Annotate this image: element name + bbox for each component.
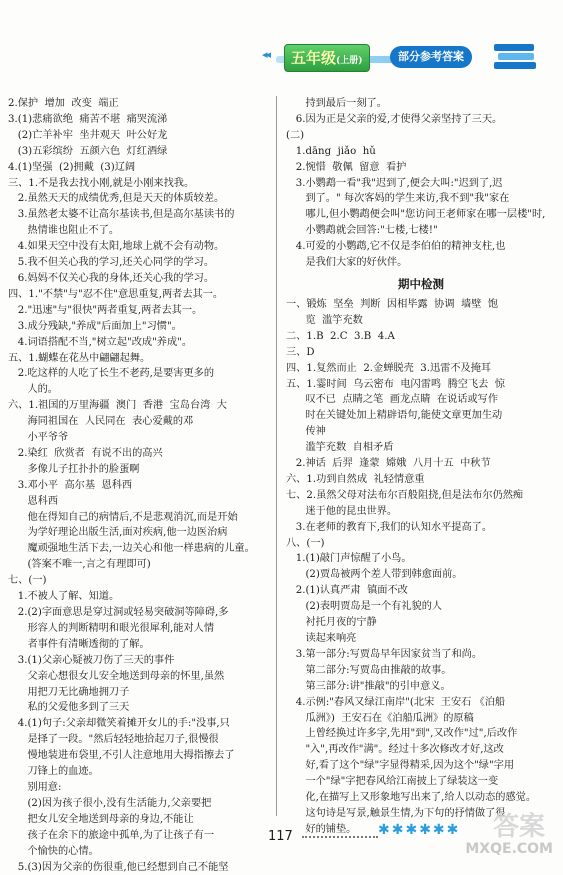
answer-line: 五、1.霎时间 乌云密布 电闪雷鸣 腾空飞去 惊	[286, 377, 556, 393]
answer-line: 4.如果天空中没有太阳,地球上就不会有动物。	[8, 239, 270, 255]
answer-line: 5.我不但关心我的学习,还关心同学的学习。	[8, 255, 270, 271]
answer-line: 3.在老师的教育下,我们的认知水平提高了。	[286, 520, 556, 536]
left-column	[8, 96, 270, 875]
answer-section-title: 部分参考答案	[390, 46, 472, 68]
answer-line: 第三部分:讲"推敲"的引申意义。	[286, 679, 556, 695]
answer-line: 化,在描写上又形象地写出来了,给人以动态的感觉。	[286, 790, 556, 806]
answer-line: 别用意:	[8, 780, 270, 796]
answer-line: 传神	[286, 424, 556, 440]
answer-line: 3.邓小平 高尔基 恩科西	[8, 478, 270, 494]
answer-line: 2.吃这样的人吃了长生不老药,是要害更多的	[8, 366, 270, 382]
answer-line: 多像儿子扛扑扑的脸蛋啊	[8, 462, 270, 478]
answer-line: 4.(1)坚强 (2)拥戴 (3)辽阔	[8, 160, 270, 176]
answer-line: 刀锋上的血迹。	[8, 764, 270, 780]
watermark-text: MXQE.COM	[465, 841, 553, 857]
answer-line: 七、2.虽然父母对法布尔百般阻挠,但是法布尔仍然痴	[286, 488, 556, 504]
dotted-rule	[302, 836, 378, 838]
watermark-logo-icon: 答案	[493, 806, 545, 843]
answer-line: 个愉快的心情。	[8, 844, 270, 860]
answer-line: 好的铺垫。	[286, 822, 556, 838]
answer-line: 3.成分残缺,"养成"后面加上"习惯"。	[8, 319, 270, 335]
answer-line: 用把刀无比确地拥刀子	[8, 685, 270, 701]
answer-line: 2.虽然天天的成绩优秀,但是天天的体质较差。	[8, 191, 270, 207]
answer-line: 2.惋惜 敬佩 留意 看护	[286, 160, 556, 176]
answer-line: 五、1.蝴蝶在花丛中翩翩起舞。	[8, 351, 270, 367]
answer-line: 3.虽然老太婆不让高尔基读书,但是高尔基读书的	[8, 207, 270, 223]
answer-line: 2.保护 增加 改变 端正	[8, 96, 270, 112]
answer-line: 6.因为正是父亲的爱,才使得父亲坚持了三天。	[286, 112, 556, 128]
answer-line: 1.(1)敲门声惊醒了小鸟。	[286, 551, 556, 567]
answer-line: 4.(1)句子:父亲却微笑着摊开女儿的手:"没事,只	[8, 716, 270, 732]
midterm-section-title: 期中检测	[286, 271, 556, 297]
answer-line: (2)表明贾岛是一个有礼貌的人	[286, 599, 556, 615]
page-header	[262, 42, 563, 82]
answer-line: 2.染红 欣赏者 有说不出的高兴	[8, 446, 270, 462]
answer-line: 为学好理论出版生活,面对疾病,他一边医治病	[8, 525, 270, 541]
answer-line: 好,看了这个"绿"字显得精采,因为这个"绿"字用	[286, 758, 556, 774]
answer-line: 是我们大家的好伙伴。	[286, 255, 556, 271]
answer-line: 是择了一段。"然后轻轻地拾起刀子,很慢很	[8, 732, 270, 748]
answer-line: 读起来响亮	[286, 631, 556, 647]
answer-line: 迷于他的昆虫世界。	[286, 504, 556, 520]
answer-line: 他在得知自己的病情后,不是悲观消沉,而是开始	[8, 510, 270, 526]
answer-line: 二、1.B 2.C 3.B 4.A	[286, 329, 556, 345]
answer-line: 2.(1)认真严肃 镇面不改	[286, 583, 556, 599]
answer-line: 把女儿安全地送到母亲的身边,不能让	[8, 812, 270, 828]
answer-line: 恩科西	[8, 494, 270, 510]
answer-line: (二)	[286, 128, 556, 144]
answer-line: 第二部分:写贾岛由推敲的故事。	[286, 663, 556, 679]
double-arrow-icon: ◂◂	[262, 48, 269, 61]
answer-line: 这句诗是写景,触景生情,为下句的抒情做了很	[286, 806, 556, 822]
answer-line: 6.妈妈不仅关心我的身体,还关心我的学习。	[8, 271, 270, 287]
answer-line: 小鹦鹉就会回答:"七楼,七楼!"	[286, 223, 556, 239]
answer-line: 4.词语搭配不当,"树立起"改成"养成"。	[8, 335, 270, 351]
answer-line: 六、1.祖国的万里海疆 澳门 香港 宝岛台湾 大	[8, 398, 270, 414]
answer-line: 者事件有清晰透彻的了解。	[8, 637, 270, 653]
answer-line: 1.不被人了解、知道。	[8, 589, 270, 605]
answer-line: 形容人的判断精明和眼光很犀利,能对人情	[8, 621, 270, 637]
answer-line: 一、锻炼 坚垒 判断 因相毕露 协调 墙壁 饱	[286, 297, 556, 313]
answer-line: 5.(3)因为父亲的伤很重,他已经想到自己不能坚	[8, 860, 270, 875]
answer-line: 私的父爱他多到了三天	[8, 700, 270, 716]
answer-line: 四、1."不禁"与"忍不住"意思重复,两者去其一。	[8, 287, 270, 303]
answer-line: 览 滥竽充数	[286, 313, 556, 329]
grade-badge	[284, 44, 370, 72]
answer-line: 3.第一部分:写贾岛早年因家贫当了和尚。	[286, 647, 556, 663]
page-number: 117	[268, 829, 293, 844]
answer-line: 小平爷爷	[8, 430, 270, 446]
answer-line: "入",再改作"满"。经过十多次修改才好,这改	[286, 742, 556, 758]
answer-line: 叹不已 点睛之笔 画龙点睛 在说话或写作	[286, 392, 556, 408]
right-column	[286, 96, 556, 838]
answer-line: 3.(1)悲痛欲绝 痛苦不堪 痛哭流涕	[8, 112, 270, 128]
grade-label: 五年级	[291, 49, 336, 67]
column-divider	[276, 96, 277, 816]
answer-line: 哪儿,但小鹦鹉便会叫"您访问王老师家在哪一层楼"时,	[286, 207, 556, 223]
answer-line: 4.示例:"春风又绿江南岸"(北宋 王安石 《泊船	[286, 695, 556, 711]
answer-line: 热情谁也阻止不了。	[8, 223, 270, 239]
answer-line: 一个"绿"字把春风给江南披上了绿装这一变	[286, 774, 556, 790]
answer-line: 3.小鹦鹉一看"我"迟到了,便会大叫:"迟到了,迟	[286, 176, 556, 192]
answer-line: 三、D	[286, 345, 556, 361]
answer-line: 4.可爱的小鹦鹉,它不仅是李伯伯的精神支柱,也	[286, 239, 556, 255]
answer-line: 七、(一)	[8, 573, 270, 589]
answer-line: 魔顽强地生活下去,一边关心和他一样患病的儿童。	[8, 541, 270, 557]
answer-line: (答案不唯一,言之有理即可)	[8, 557, 270, 573]
answer-line: (2)亡羊补牢 坐井观天 叶公好龙	[8, 128, 270, 144]
answer-line: 2.(2)字面意思是穿过洞或轻易突破洞等障碍,多	[8, 605, 270, 621]
answer-line: 衬托月夜的宁静	[286, 615, 556, 631]
answer-line: 慢地装进布袋里,不引人注意地用大拇指擦去了	[8, 748, 270, 764]
book-stack-icon	[494, 42, 538, 74]
answer-line: 到了。" 每次客妈的学生来访,我不到"我"家在	[286, 191, 556, 207]
watermark	[441, 809, 553, 857]
answer-line: 2.神话 后羿 逢蒙 嫦娥 八月十五 中秋节	[286, 456, 556, 472]
answer-line: 三、1.不是我去找小刚,就是小刚来找我。	[8, 176, 270, 192]
answer-line: 父亲心想很女儿安全地送到母亲的怀里,虽然	[8, 669, 270, 685]
midterm-answers	[286, 297, 556, 838]
answer-line: 四、1.复然而止 2.金蝉脱壳 3.迅雷不及掩耳	[286, 361, 556, 377]
answer-line: 时在关键处加上精辟语句,能使文章更加生动	[286, 408, 556, 424]
answer-line: 人的。	[8, 382, 270, 398]
answer-line: 滥竽充数 自相矛盾	[286, 440, 556, 456]
star-decoration-icon: ✱✱✱✱✱✱	[378, 822, 460, 838]
answer-line: 上曾经换过许多字,先用"到",又改作"过",后改作	[286, 726, 556, 742]
answer-line: (2)因为孩子很小,没有生活能力,父亲要把	[8, 796, 270, 812]
answer-line: 3.(1)父亲心疑被刀伤了三天的事件	[8, 653, 270, 669]
answer-line: 海同祖国在 人民同在 表心爱戴的邓	[8, 414, 270, 430]
answer-line: 瓜洲》) 王安石在《泊船瓜洲》的原稿	[286, 711, 556, 727]
answer-line: (2)贾岛被两个差人带到韩愈面前。	[286, 567, 556, 583]
answer-line: 八、(一)	[286, 536, 556, 552]
answer-line: 2."迅速"与"很快"两者重复,两者去其一。	[8, 303, 270, 319]
answer-line: 孩子在余下的旅途中孤单,为了让孩子有一	[8, 828, 270, 844]
answer-line: 持到最后一刻了。	[286, 96, 556, 112]
term-label: (上册)	[336, 56, 363, 66]
answer-line: 1.dāng jiǎo hǔ	[286, 144, 556, 160]
right-top-answers	[286, 96, 556, 271]
answer-line: (3)五彩缤纷 五颜六色 灯红酒绿	[8, 144, 270, 160]
answer-line: 六、1.功到自然成 礼轻情意重	[286, 472, 556, 488]
